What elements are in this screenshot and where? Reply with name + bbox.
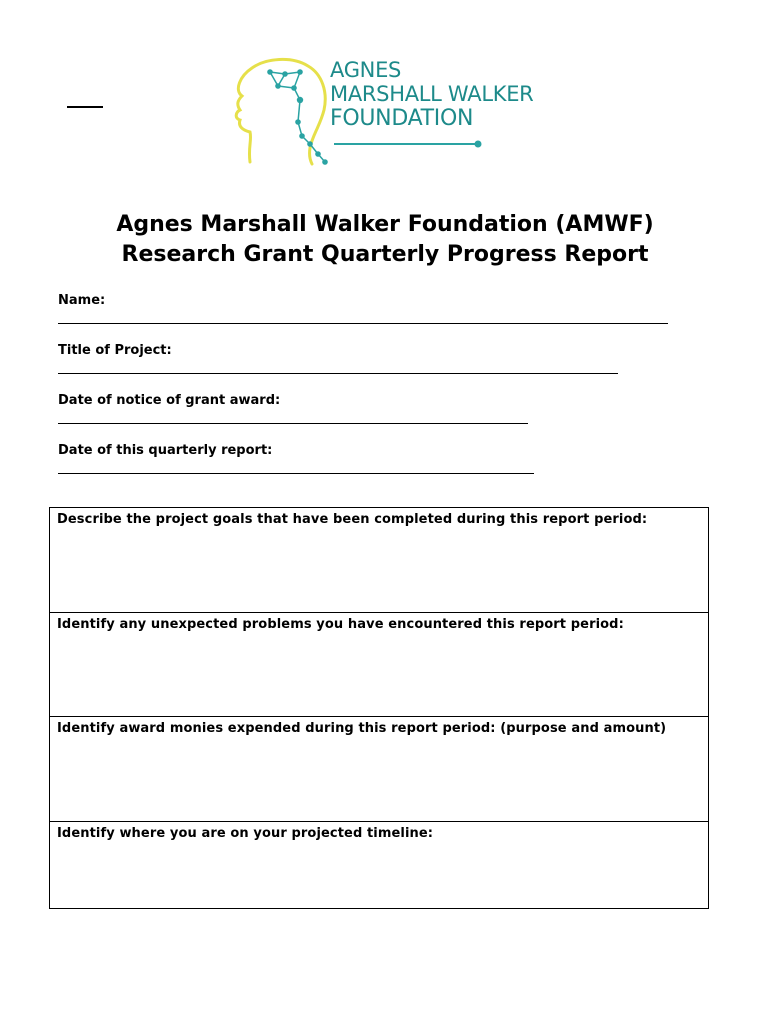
unexpected-problems-label: Identify any unexpected problems you have encountered this report period: [57, 617, 624, 632]
name-blank-line[interactable] [58, 323, 668, 324]
goals-completed-label: Describe the project goals that have been completed during this report period: [57, 512, 648, 527]
project-title-field[interactable] [58, 342, 718, 392]
name-field[interactable] [58, 292, 718, 342]
report-date-label: Date of this quarterly report: [58, 443, 273, 458]
report-date-blank-line[interactable] [58, 473, 534, 474]
timeline-section[interactable] [50, 821, 708, 909]
monies-expended-label: Identify award monies expended during this report period: (purpose and amount) [57, 721, 667, 736]
timeline-label: Identify where you are on your projected timeline: [57, 826, 434, 841]
logo-line-2: MARSHALL WALKER [330, 82, 534, 106]
corner-mark [67, 106, 103, 108]
title-line-2: Research Grant Quarterly Progress Report [121, 242, 649, 267]
project-title-label: Title of Project: [58, 343, 172, 358]
report-date-field[interactable] [58, 442, 718, 492]
project-title-blank-line[interactable] [58, 373, 618, 374]
grant-award-date-blank-line[interactable] [58, 423, 528, 424]
progress-sections-table [49, 507, 709, 909]
grant-award-date-field[interactable] [58, 392, 718, 442]
monies-expended-section[interactable] [50, 716, 708, 821]
grant-award-date-label: Date of notice of grant award: [58, 393, 281, 408]
logo-line-3: FOUNDATION [330, 106, 474, 131]
name-label: Name: [58, 293, 106, 308]
unexpected-problems-section[interactable] [50, 612, 708, 717]
logo-wordmark [330, 60, 533, 133]
goals-completed-section[interactable] [50, 508, 708, 612]
foundation-logo [230, 52, 550, 172]
report-title [0, 210, 770, 270]
title-line-1: Agnes Marshall Walker Foundation (AMWF) [116, 212, 654, 237]
applicant-fields [58, 292, 718, 492]
logo-line-1: AGNES [330, 58, 402, 82]
